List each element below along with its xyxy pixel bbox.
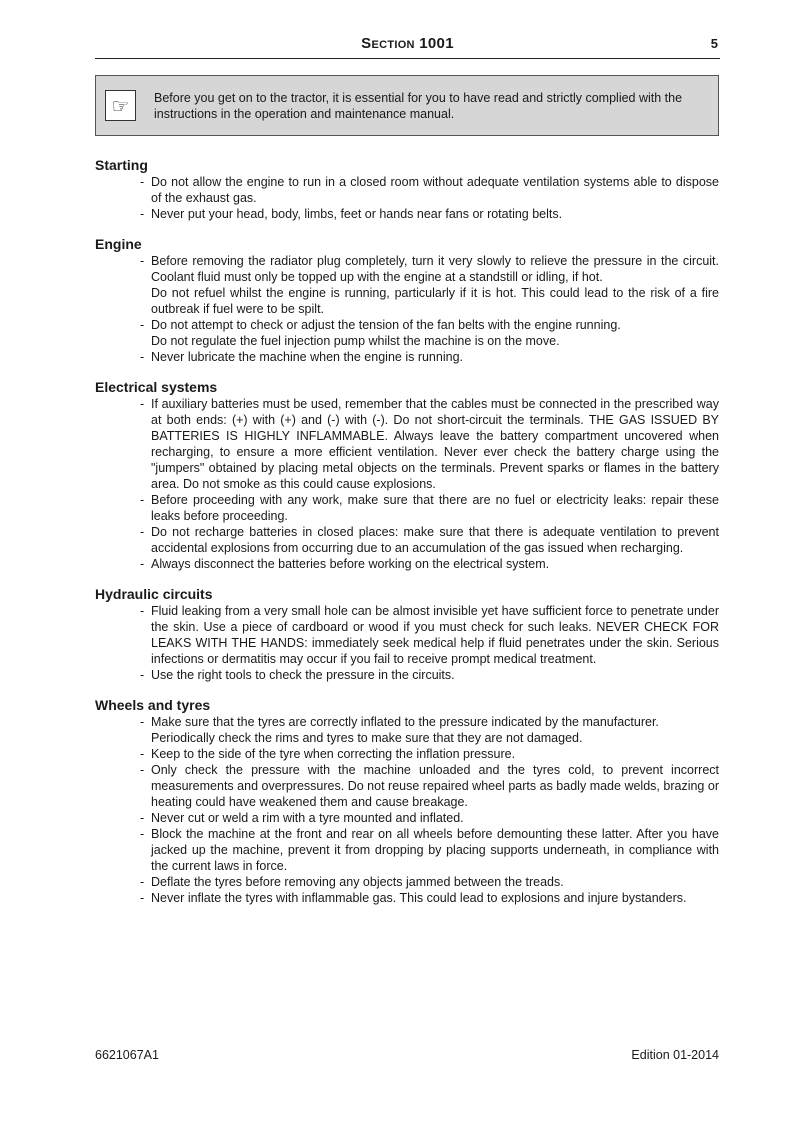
dash-bullet: - <box>140 350 145 364</box>
list-item <box>95 524 719 556</box>
section-title: Section 1001 <box>361 35 454 52</box>
list-item <box>95 714 719 746</box>
pointing-hand-icon: ☞ <box>105 90 136 121</box>
dash-bullet: - <box>140 175 145 189</box>
bullet-list <box>95 174 719 222</box>
section-heading: Hydraulic circuits <box>95 586 213 602</box>
list-item <box>95 253 719 317</box>
safety-content <box>95 156 719 919</box>
list-item-text: Never lubricate the machine when the engine is running. <box>151 350 463 364</box>
section-block <box>95 585 719 683</box>
list-item <box>95 556 719 572</box>
list-item <box>95 349 719 365</box>
dash-bullet: - <box>140 525 145 539</box>
list-item <box>95 174 719 206</box>
dash-bullet: - <box>140 557 145 571</box>
list-item-text: Never put your head, body, limbs, feet or hands near fans or rotating belts. <box>151 207 563 221</box>
dash-bullet: - <box>140 827 145 841</box>
notice-box <box>95 75 719 136</box>
list-item-text: Keep to the side of the tyre when correcting the inflation pressure. <box>151 747 516 761</box>
section-heading: Engine <box>95 236 142 252</box>
dash-bullet: - <box>140 811 145 825</box>
bullet-list <box>95 396 719 572</box>
list-item-text: Do not regulate the fuel injection pump whilst the machine is on the move. <box>151 334 560 348</box>
section-block <box>95 378 719 572</box>
list-item <box>95 810 719 826</box>
list-item-text: Periodically check the rims and tyres to make sure that they are not damaged. <box>151 731 583 745</box>
list-item-text: Do not recharge batteries in closed places: make sure that there is adequate ventilation to prevent accidental explosions from occurring due to an accumulation of the gas issued when recharging. <box>151 525 719 555</box>
dash-bullet: - <box>140 891 145 905</box>
list-item <box>95 762 719 810</box>
dash-bullet: - <box>140 604 145 618</box>
list-item-text: Do not attempt to check or adjust the tension of the fan belts with the engine running. <box>151 318 621 332</box>
list-item-text: Make sure that the tyres are correctly inflated to the pressure indicated by the manufacturer. <box>151 715 659 729</box>
section-heading: Wheels and tyres <box>95 697 211 713</box>
list-item-text: Before removing the radiator plug completely, turn it very slowly to relieve the pressure in the circuit. Coolant fluid must only be topped up with the engine at a standstill or idling, if hot. <box>151 254 719 284</box>
list-item-text: Fluid leaking from a very small hole can be almost invisible yet have sufficient force to penetrate under the skin. Use a piece of cardboard or wood if you must check for such leaks. NEVER CHECK FOR LEAKS WITH THE HANDS: immediately seek medical help if fluid penetrates under the skin. Serious infections or dermatitis may occur if you fail to receive prompt medical treatment. <box>151 604 719 666</box>
dash-bullet: - <box>140 875 145 889</box>
list-item <box>95 667 719 683</box>
document-number: 6621067A1 <box>95 1048 159 1062</box>
section-block <box>95 235 719 365</box>
bullet-list <box>95 714 719 906</box>
list-item <box>95 874 719 890</box>
list-item-text: Deflate the tyres before removing any objects jammed between the treads. <box>151 875 564 889</box>
list-item-text: Always disconnect the batteries before working on the electrical system. <box>151 557 550 571</box>
list-item-text: Do not refuel whilst the engine is running, particularly if it is hot. This could lead to the risk of a fire outbreak if fuel were to be spilt. <box>151 286 719 316</box>
section-block <box>95 156 719 222</box>
list-item <box>95 603 719 667</box>
dash-bullet: - <box>140 715 145 729</box>
list-item-text: Block the machine at the front and rear on all wheels before demounting these latter. After you have jacked up the machine, prevent it from dropping by placing supports underneath, in compliance with the current laws in force. <box>151 827 719 873</box>
bullet-list <box>95 253 719 365</box>
list-item-text: Never inflate the tyres with inflammable gas. This could lead to explosions and injure bystanders. <box>151 891 687 905</box>
list-item-text: Before proceeding with any work, make sure that there are no fuel or electricity leaks: repair these leaks before proceeding. <box>151 493 719 523</box>
section-heading: Starting <box>95 157 148 173</box>
dash-bullet: - <box>140 397 145 411</box>
list-item-text: Use the right tools to check the pressure in the circuits. <box>151 668 455 682</box>
list-item-text: Do not allow the engine to run in a closed room without adequate ventilation systems able to dispose of the exhaust gas. <box>151 175 719 205</box>
page-number: 5 <box>710 36 718 51</box>
edition-label: Edition 01-2014 <box>631 1048 719 1062</box>
list-item <box>95 890 719 906</box>
notice-text: Before you get on to the tractor, it is essential for you to have read and strictly complied with the instructions in the operation and maintenance manual. <box>154 91 683 121</box>
list-item <box>95 746 719 762</box>
list-item <box>95 826 719 874</box>
dash-bullet: - <box>140 668 145 682</box>
dash-bullet: - <box>140 493 145 507</box>
dash-bullet: - <box>140 318 145 332</box>
list-item-text: Only check the pressure with the machine unloaded and the tyres cold, to prevent incorrect measurements and overpressures. Do not reuse repaired wheel parts as badly made welds, brazing or heating could have weakened them and cause breakage. <box>151 763 719 809</box>
list-item <box>95 492 719 524</box>
bullet-list <box>95 603 719 683</box>
dash-bullet: - <box>140 747 145 761</box>
list-item <box>95 206 719 222</box>
section-heading: Electrical systems <box>95 379 218 395</box>
dash-bullet: - <box>140 763 145 777</box>
dash-bullet: - <box>140 207 145 221</box>
page-header <box>95 34 720 59</box>
list-item <box>95 317 719 349</box>
dash-bullet: - <box>140 254 145 268</box>
section-block <box>95 696 719 906</box>
list-item-text: Never cut or weld a rim with a tyre mounted and inflated. <box>151 811 464 825</box>
list-item <box>95 396 719 492</box>
list-item-text: If auxiliary batteries must be used, remember that the cables must be connected in the prescribed way at both ends: (+) with (+) and (-) with (-). Do not short-circuit the terminals. THE GAS ISSUED BY BATTERIES IS HIGHLY INFLAMMABLE. Always leave the battery compartment uncovered when recharging, to ensure a more efficient ventilation. Never ever check the battery charge using the "jumpers" obtained by placing metal objects on the terminals. Prevent sparks or flames in the battery area. Do not smoke as this could cause explosions. <box>151 397 719 491</box>
